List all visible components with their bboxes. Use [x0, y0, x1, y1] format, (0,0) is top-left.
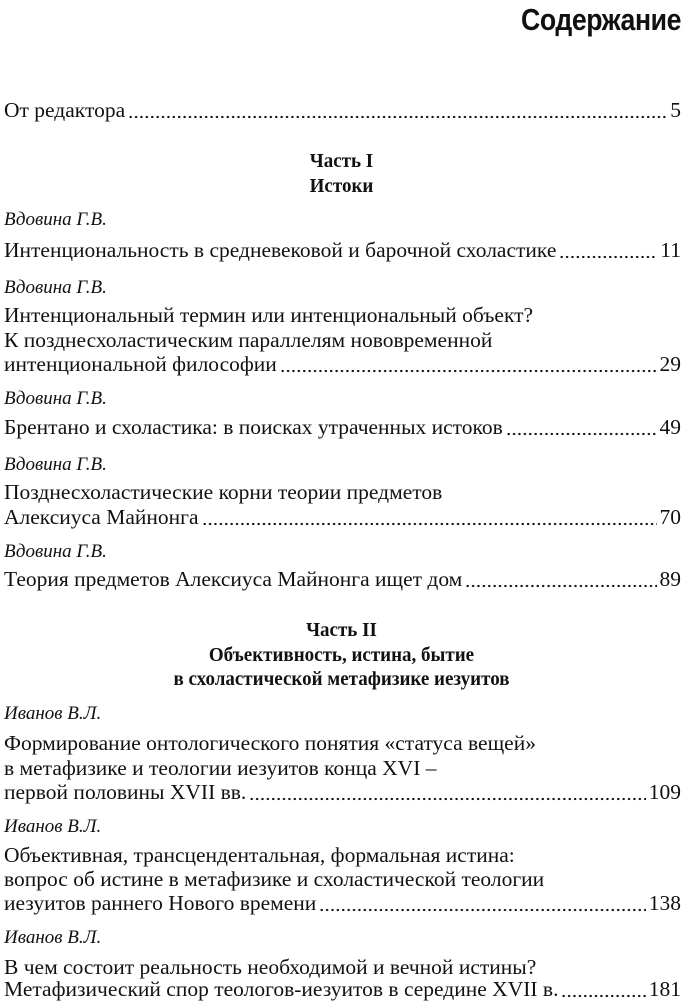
part-title: Истоки	[309, 175, 374, 197]
page-number: 70	[659, 505, 681, 529]
part-title: Объективность, истина, бытие	[208, 644, 475, 666]
leader-dots	[506, 416, 657, 436]
leader-dots	[465, 568, 656, 588]
entry-title-line: интенциональной философии	[4, 352, 277, 376]
toc-entry[interactable]	[4, 351, 681, 377]
entry-title-line: Позднесхоластические корни теории предметов	[4, 480, 443, 504]
toc-entry[interactable]	[4, 414, 681, 440]
page-number: 29	[659, 352, 681, 376]
entry-author: Вдовина Г.В.	[4, 541, 107, 562]
page-number: 109	[648, 780, 681, 804]
entry-author: Вдовина Г.В.	[4, 388, 107, 409]
entry-title-line: Объективная, трансцендентальная, формальная истина:	[4, 843, 515, 867]
entry-title: От редактора	[4, 98, 126, 122]
entry-title-line: Алексиуса Майнонга	[4, 505, 199, 529]
page-number: 49	[659, 415, 681, 439]
entry-author: Вдовина Г.В.	[4, 277, 107, 298]
toc-entry[interactable]	[4, 504, 681, 530]
entry-title-line: Формирование онтологического понятия «статуса вещей»	[4, 731, 536, 755]
page-number: 181	[648, 977, 681, 1001]
toc-entry[interactable]	[4, 890, 681, 916]
page-number: 5	[670, 98, 681, 122]
toc-entry[interactable]	[4, 779, 681, 805]
entry-title-line: первой половины XVII вв.	[4, 780, 247, 804]
toc-entry-preface[interactable]	[4, 97, 681, 123]
leader-dots	[202, 506, 657, 526]
entry-title-line: вопрос об истине в метафизике и схоластической теологии	[4, 867, 545, 891]
entry-author: Вдовина Г.В.	[4, 454, 107, 475]
leader-dots	[319, 892, 645, 912]
entry-title-line: К позднесхоластическим параллелям нововременной	[4, 328, 493, 352]
leader-dots	[280, 353, 657, 373]
page-number: 89	[659, 567, 681, 591]
part-number: Часть II	[306, 619, 377, 641]
entry-author: Иванов В.Л.	[4, 927, 102, 948]
page-number: 138	[648, 891, 681, 915]
entry-author: Вдовина Г.В.	[4, 209, 107, 230]
entry-title-line: Интенциональность в средневековой и барочной схоластике	[4, 238, 557, 262]
toc-entry[interactable]	[4, 566, 681, 592]
entry-title-line: в метафизике и теологии иезуитов конца XVI –	[4, 756, 437, 780]
part-title: в схоластической метафизике иезуитов	[173, 668, 510, 690]
leader-dots	[559, 239, 657, 259]
entry-title-line: Брентано и схоластика: в поисках утраченных истоков	[4, 415, 503, 439]
entry-title-line: В чем состоит реальность необходимой и вечной истины?	[4, 955, 537, 979]
part-number: Часть I	[309, 150, 374, 172]
page-title: Содержание	[521, 2, 681, 37]
page-number: 11	[660, 238, 681, 262]
leader-dots	[249, 781, 645, 801]
entry-title-line: Интенциональный термин или интенциональный объект?	[4, 303, 534, 327]
entry-title-line: Теория предметов Алексиуса Майнонга ищет дом	[4, 567, 463, 591]
toc-entry[interactable]	[4, 237, 681, 263]
entry-title-line: иезуитов раннего Нового времени	[4, 891, 317, 915]
entry-author: Иванов В.Л.	[4, 703, 102, 724]
toc-entry[interactable]	[4, 976, 681, 1002]
entry-author: Иванов В.Л.	[4, 816, 102, 837]
leader-dots	[561, 978, 645, 998]
leader-dots	[128, 99, 667, 119]
entry-title-line: Метафизический спор теологов-иезуитов в середине XVII в.	[4, 977, 559, 1001]
